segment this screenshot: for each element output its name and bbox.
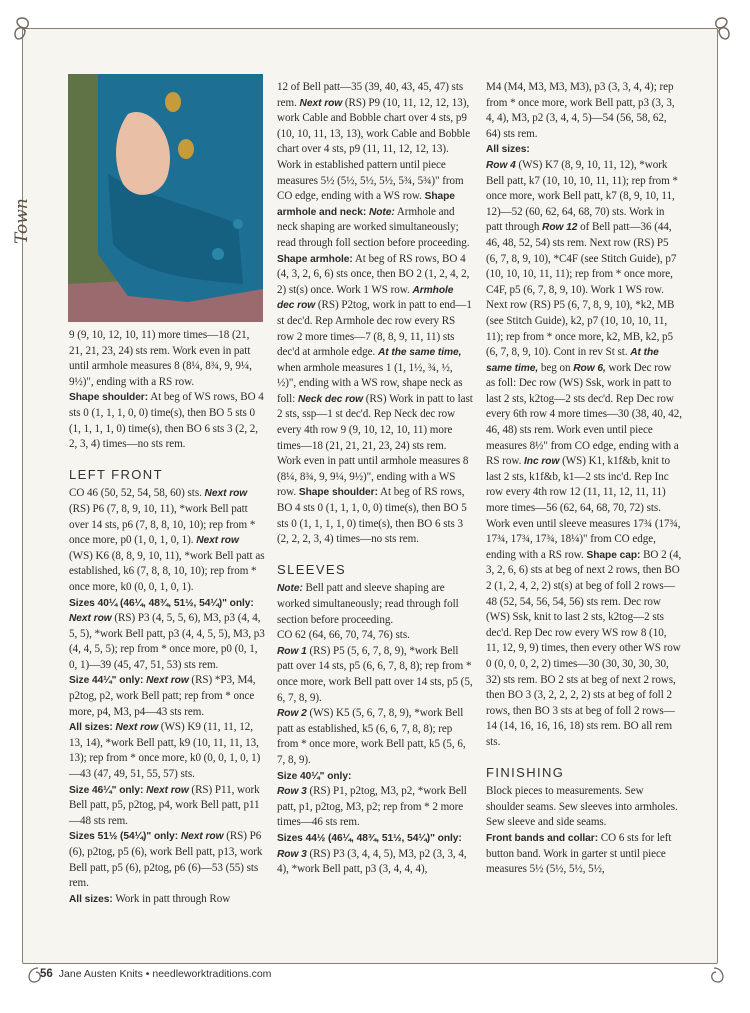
paragraph: Size 44¼" only: Next row (RS) *P3, M4, p2tog, p2, work Bell patt; rep from * once more, p4, M3, p4—43 sts rem. [69,674,256,718]
paragraph: 12 of Bell patt—35 (39, 40, 43, 45, 47) sts rem. Next row (RS) P9 (10, 11, 12, 12, 13), work Cable and Bobble chart over 4 sts, p9 (10, 10, 11, 13, 13), work Cable and Bobble chart over 4 sts, p9 (11, 11, 12, 12, 13). Work in established pattern until piece measures 5½ (5½, 5½, 5½, 5¾, 5¾)" from CO edge, ending with a WS row. Shape armhole and neck: Note: Armhole and neck shaping are worked simultaneously; read through foll section before proceeding. Shape armhole: At beg of RS rows, BO 4 (4, 3, 2, 6, 6) sts once, then BO 2 (1, 2, 4, 2, 2) st(s) once. Work 1 WS row. Armhole dec row (RS) P2tog, work in patt to end—1 st dec'd. Rep Armhole dec row every RS row 2 more times—7 (8, 8, 9, 11, 11) sts dec'd at armhole edge. At the same time, when armhole measures 1 (1, 1½, ¾, ½, ½)", ending with a WS row, shape neck as foll: Neck dec row (RS) Work in patt to last 2 sts, ssp—1 st dec'd. Rep Neck dec row every 4th row 9 (9, 10, 12, 10, 11) more times—18 (21, 21, 21, 23, 24) sts rem. Work even in patt until armhole measures 8 (8¼, 8¾, 9, 9¼, 9½)", ending with a WS row. Shape shoulder: At beg of RS rows, BO 4 sts 0 (1, 1, 1, 0, 0) time(s), then BO 5 sts 0 (1, 1, 1, 1, 0) time(s), then BO 6 sts 3 (2, 2, 2, 3, 4) times—no sts rem. [277,81,473,546]
paragraph: CO 46 (50, 52, 54, 58, 60) sts. Next row (RS) P6 (7, 8, 9, 10, 11), *work Bell patt over 14 sts, p6 (7, 8, 8, 10, 10); rep from * once more, p0 (1, 0, 1, 0, 1). Next row (WS) K6 (8, 8, 9, 10, 11), *work Bell patt as established, k6 (7, 8, 8, 10, 10); rep from * once more, k0 (0, 0, 1, 0, 1). [69,487,265,593]
corner-flourish-bottom-right-icon [700,962,730,986]
corner-flourish-top-left-icon [8,14,42,48]
paragraph: Sizes 40¼ (46¼, 48¾, 51½, 54¼)" only: Next row (RS) P3 (4, 5, 5, 6), M3, p3 (4, 4, 5, 5), *work Bell patt, p3 (4, 4, 5, 5), M3, p3 (4, 4, 5, 5); rep from * once more, p0 (0, 1, 0, 1)—39 (45, 47, 51, 53) sts rem. [69,597,265,671]
footer-text: Jane Austen Knits • needleworktraditions.com [58,968,272,980]
paragraph: Row 4 (WS) K7 (8, 9, 10, 11, 12), *work Bell patt, k7 (10, 10, 10, 11, 11); rep from * once more, work Bell patt, k7 (8, 9, 10, 11, 12)—52 (60, 62, 64, 68, 70) sts. Work in patt through Row 12 of Bell patt—36 (44, 46, 48, 52, 54) sts rem. Next row (RS) P5 (6, 7, 8, 9, 10), *C4F (see Stitch Guide), p7 (10, 10, 10, 11, 11); rep from * once more, C4F, p5 (6, 7, 8, 9, 10). Work 1 WS row. Next row (RS) P5 (6, 7, 8, 9, 10), *k2, MB (see Stitch Guide), k2, p7 (10, 10, 10, 11, 11); rep from * once more, k2, MB, k2, p5 (6, 7, 8, 9, 10). Cont in rev St st. At the same time, beg on Row 6, work Dec row as foll: Dec row (WS) Ssk, work in patt to last 2 sts, k2tog—2 sts dec'd. Rep Dec row every 6th row 4 more times—30 (38, 40, 42, 46, 48) sts rem. Work even until piece measures 8½" from CO edge, ending with a RS row. Inc row (WS) K1, k1f&b, knit to last 2 sts, k1f&b, k1—2 sts inc'd. Rep Inc row every 4th row 12 (11, 11, 12, 11, 11) more times—56 (62, 64, 68, 70, 72) sts. Work even until sleeve measures 17¾ (17¾, 17¾, 17¾, 17¾, 18¼)" from CO edge, ending with a RS row. Shape cap: BO 2 (4, 3, 2, 6, 6) sts at beg of next 2 rows, then BO 2 (1, 2, 4, 2, 2) st(s) at beg of foll 2 rows—48 (52, 54, 56, 54, 56) sts rem. Dec row (WS) Ssk, knit to last 2 sts, k2tog—2 sts dec'd. Rep Dec row every WS row 8 (10, 11, 12, 9, 9) times, then every other WS row 0 (0, 0, 0, 2, 2) times—30 (30, 30, 30, 30, 32) sts rem. BO 2 sts at beg of next 2 rows, then BO 3 (3, 2, 2, 2, 2) sts at beg of foll 2 rows, then BO 3 sts at beg of foll 2 rows—14 (14, 16, 16, 16, 18) sts rem. BO all rem sts. [486,158,683,748]
paragraph: Row 1 (RS) P5 (5, 6, 7, 8, 9), *work Bell patt over 14 sts, p5 (6, 6, 7, 8, 8); rep from * once more, work Bell patt over 14 sts, p5 (5, 6, 7, 8, 9). [277,644,473,704]
paragraph: Row 2 (WS) K5 (5, 6, 7, 8, 9), *work Bell patt as established, k5 (6, 6, 7, 8, 8); rep from * once more, work Bell patt, k5 (5, 6, 7, 8, 9). [277,707,466,766]
text-column-3 [486,80,682,878]
paragraph: Block pieces to measurements. Sew shoulder seams. Sew sleeves into armholes. Sew sleeve and side seams. [486,785,678,829]
paragraph: All sizes: Work in patt through Row [69,892,231,905]
paragraph: Front bands and collar: CO 6 sts for left button band. Work in garter st until piece measures 5½ (5½, 5½, 5½, [486,831,672,876]
paragraph: Size 40¼" only: [277,770,352,782]
text-column-1 [69,328,265,907]
paragraph: Row 3 (RS) P1, p2tog, M3, p2, *work Bell patt, p1, p2tog, M3, p2; rep from * 2 more times—46 sts rem. [277,785,467,829]
paragraph: M4 (M4, M3, M3, M3), p3 (3, 3, 4, 4); rep from * once more, work Bell patt, p3 (3, 3, 4, 4), M3, p2 (3, 4, 4, 5)—54 (56, 58, 62, 64) sts rem. [486,81,675,140]
paragraph: Shape shoulder: At beg of WS rows, BO 4 sts 0 (1, 1, 1, 0, 0) time(s), then BO 5 sts 0 (1, 1, 1, 1, 0) time(s), then BO 6 sts 3 (2, 2, 2, 3, 4) times—no sts rem. [69,391,264,451]
paragraph: All sizes: [486,144,530,156]
paragraph: Row 3 (RS) P3 (3, 4, 4, 5), M3, p2 (3, 3, 4, 4), *work Bell patt, p3 (3, 4, 4, 4), [277,847,467,876]
paragraph: Sizes 51½ (54¼)" only: Next row (RS) P6 (6), p2tog, p5 (6), work Bell patt, p13, work Bell patt, p5 (6), p2tog, p6 (6)—53 (55) sts rem. [69,830,263,890]
paragraph: 9 (9, 10, 12, 10, 11) more times—18 (21, 21, 21, 23, 24) sts rem. Work even in patt until armhole measures 8 (8¼, 8¾, 9, 9¼, 9½)", ending with a RS row. [69,329,252,388]
paragraph: Size 46¼" only: Next row (RS) P11, work Bell patt, p5, p2tog, p4, work Bell patt, p11—48 sts rem. [69,783,260,827]
paragraph: CO 62 (64, 66, 70, 74, 76) sts. [277,629,410,642]
corner-flourish-top-right-icon [702,14,736,48]
paragraph: Note: Bell patt and sleeve shaping are worked simultaneously; read through foll section before proceeding. [277,582,459,626]
page-footer [40,968,271,980]
page-number: 56 [40,968,53,980]
section-heading-finishing: FINISHING [486,764,565,780]
section-heading-sleeves: SLEEVES [277,561,347,577]
side-section-title: Town [12,198,32,244]
photo-blue-cardigan [68,74,263,322]
paragraph: All sizes: Next row (WS) K9 (11, 11, 12, 13, 14), *work Bell patt, k9 (10, 11, 11, 13, 13); rep from * once more, k0 (0, 0, 1, 0, 1)—43 (47, 49, 51, 55, 57) sts. [69,721,261,781]
paragraph: Sizes 44½ (46¼, 48¾, 51½, 54¼)" only: [277,832,462,844]
section-heading-left-front: LEFT FRONT [69,466,163,482]
text-column-2 [277,80,473,878]
